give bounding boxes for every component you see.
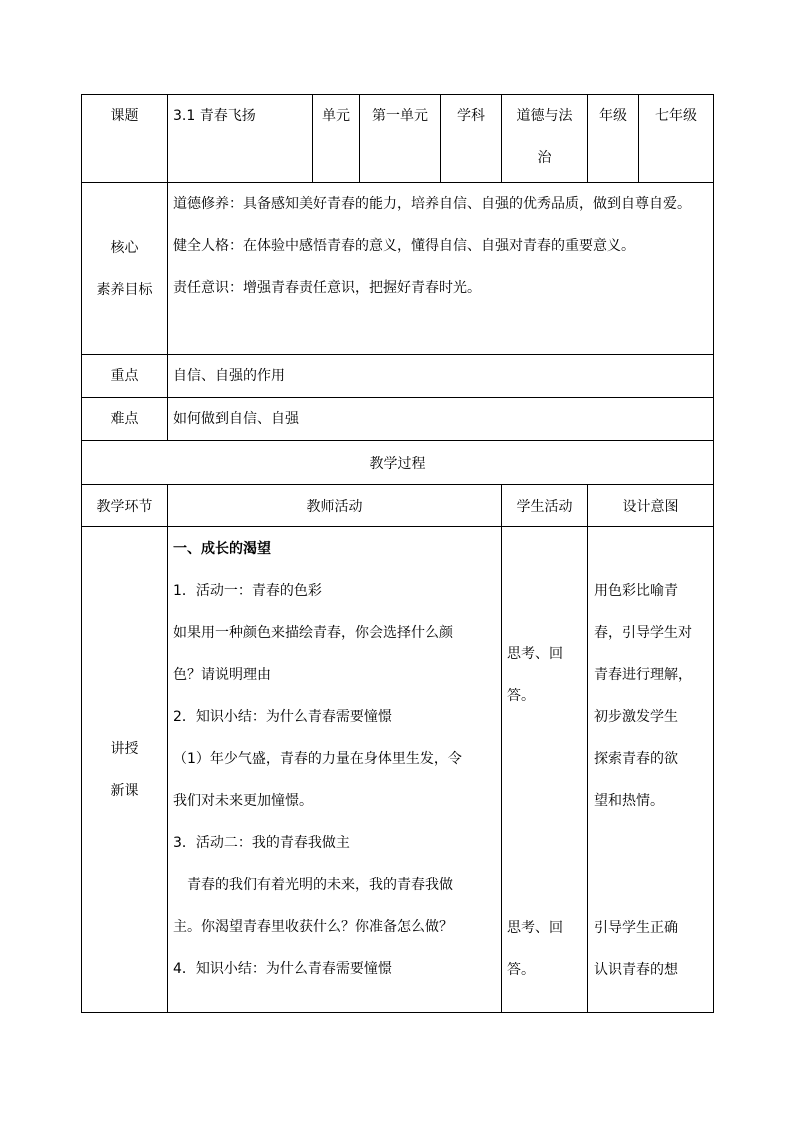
activity2-title: 3．活动二：我的青春我做主 — [173, 835, 350, 851]
goal-item: 责任意识：增强青春责任意识，把握好青春时光。 — [173, 280, 481, 296]
process-title: 教学过程 — [82, 441, 714, 485]
activity1-question-line2: 色？请说明理由 — [173, 667, 271, 683]
goals-row — [82, 183, 714, 355]
key-point-value: 自信、自强的作用 — [168, 355, 714, 398]
difficulty-row — [82, 398, 714, 441]
grade-value: 七年级 — [639, 95, 714, 183]
student-activity-1-line1: 思考、回 — [507, 646, 563, 662]
stage-line2: 新课 — [110, 782, 139, 799]
stage-header: 教学环节 — [82, 485, 168, 527]
design-intent — [588, 527, 714, 1013]
subject-label: 学科 — [441, 95, 502, 183]
student-header: 学生活动 — [502, 485, 588, 527]
summary1-point-line1: （1）年少气盛，青春的力量在身体里生发，令 — [173, 751, 462, 767]
topic-label: 课题 — [82, 95, 168, 183]
design-intent-2 — [594, 907, 678, 991]
activity1-question-line1: 如果用一种颜色来描绘青春，你会选择什么颜 — [173, 625, 453, 641]
section-title: 一、成长的渴望 — [173, 541, 271, 557]
teacher-activity — [168, 527, 502, 1013]
unit-label: 单元 — [313, 95, 360, 183]
difficulty-value: 如何做到自信、自强 — [168, 398, 714, 441]
subject-value: 道德与法治 — [502, 95, 588, 183]
intent-header: 设计意图 — [588, 485, 714, 527]
key-point-label: 重点 — [82, 355, 168, 398]
stage-line1: 讲授 — [110, 740, 139, 757]
summary2-title: 4．知识小结：为什么青春需要憧憬 — [173, 961, 392, 977]
activity2-question-line2: 主。你渴望青春里收获什么？你准备怎么做？ — [173, 919, 453, 935]
student-activity-2 — [507, 907, 563, 991]
student-activity-2-line1: 思考、回 — [507, 920, 563, 936]
design-intent-2-line: 引导学生正确 — [594, 920, 678, 936]
stage-cell — [82, 527, 168, 1013]
summary1-point-line2: 我们对未来更加憧憬。 — [173, 793, 313, 809]
design-intent-1-line: 用色彩比喻青 — [594, 583, 678, 599]
difficulty-label: 难点 — [82, 398, 168, 441]
key-point-row — [82, 355, 714, 398]
goal-item: 健全人格：在体验中感悟青春的意义，懂得自信、自强对青春的重要意义。 — [173, 238, 635, 254]
lesson-row — [82, 527, 714, 1013]
goals-content — [168, 183, 714, 355]
design-intent-1 — [594, 570, 692, 822]
goal-item: 道德修养：具备感知美好青春的能力，培养自信、自强的优秀品质，做到自尊自爱。 — [173, 196, 691, 212]
design-intent-1-line: 初步激发学生 — [594, 709, 678, 725]
goals-label — [82, 183, 168, 355]
student-activity — [502, 527, 588, 1013]
unit-value: 第一单元 — [360, 95, 441, 183]
design-intent-1-line: 探索青春的欲 — [594, 751, 678, 767]
lesson-plan-table — [81, 94, 714, 1013]
activity1-title: 1．活动一：青春的色彩 — [173, 583, 322, 599]
topic-value: 3.1 青春飞扬 — [168, 95, 313, 183]
goals-label-line2: 素养目标 — [96, 281, 153, 298]
process-header-row — [82, 485, 714, 527]
activity2-question-line1: 青春的我们有着光明的未来，我的青春我做 — [187, 877, 453, 893]
student-activity-1 — [507, 633, 563, 717]
teacher-header: 教师活动 — [168, 485, 502, 527]
summary1-title: 2．知识小结：为什么青春需要憧憬 — [173, 709, 392, 725]
design-intent-1-line: 青春进行理解， — [594, 667, 692, 683]
header-row — [82, 95, 714, 183]
design-intent-2-line: 认识青春的想 — [594, 962, 678, 978]
process-title-row — [82, 441, 714, 485]
design-intent-1-line: 望和热情。 — [594, 793, 664, 809]
goals-label-line1: 核心 — [110, 239, 139, 256]
design-intent-1-line: 春，引导学生对 — [594, 625, 692, 641]
student-activity-2-line2: 答。 — [507, 962, 535, 978]
grade-label: 年级 — [588, 95, 639, 183]
student-activity-1-line2: 答。 — [507, 688, 535, 704]
